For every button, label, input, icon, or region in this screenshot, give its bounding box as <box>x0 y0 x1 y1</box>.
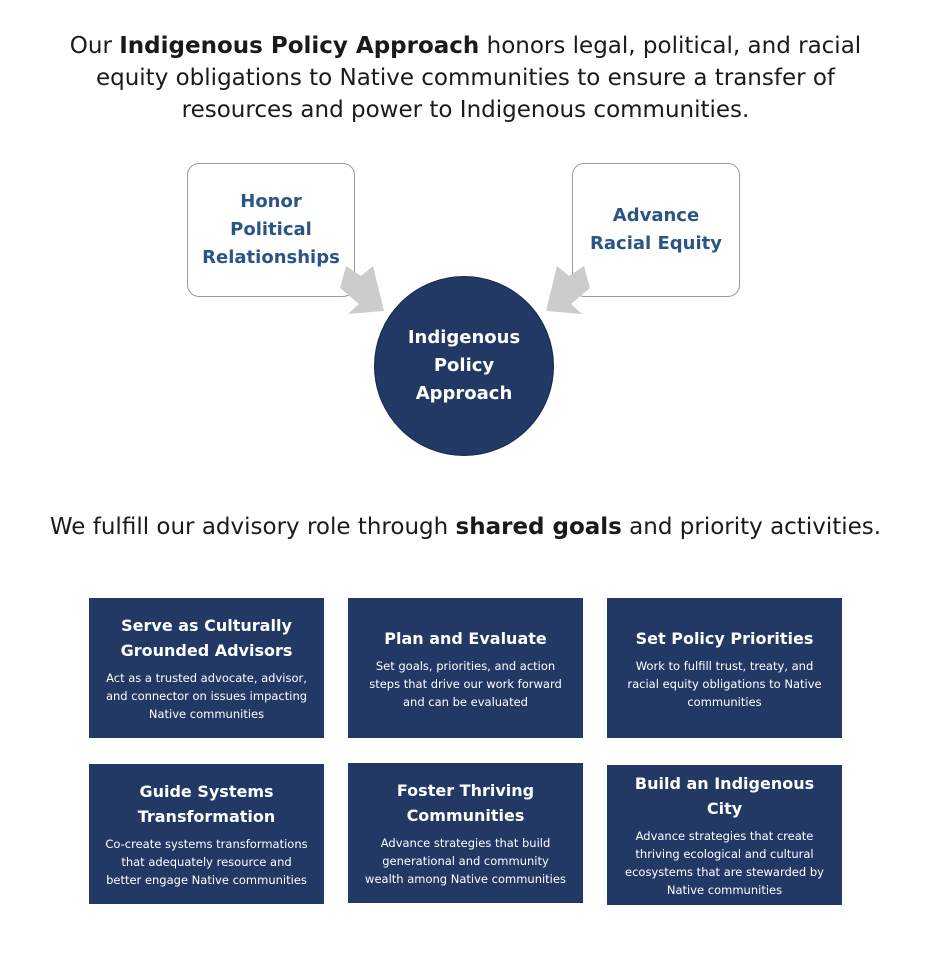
goal-description: Co-create systems transformations that adequately resource and better engage Native communities <box>105 837 308 887</box>
goal-title: Plan and Evaluate <box>384 628 547 648</box>
hub-circle <box>374 276 554 456</box>
arrow-right-to-hub-icon <box>540 266 590 318</box>
goal-title: Serve as Culturally Grounded Advisors <box>120 616 293 660</box>
goal-title: Build an Indigenous City <box>634 774 815 818</box>
intro-prefix: Our <box>69 33 120 59</box>
lead-emphasis: shared goals <box>455 514 622 540</box>
goal-title: Set Policy Priorities <box>635 628 814 648</box>
intro-emphasis: Indigenous Policy Approach <box>119 33 480 59</box>
lead-suffix: and priority activities. <box>621 514 882 540</box>
hub-label: Indigenous Policy Approach <box>407 327 521 404</box>
pillar-advance-racial-equity <box>572 163 740 297</box>
goal-card <box>607 765 842 905</box>
goal-card <box>89 598 324 738</box>
goal-title: Foster Thriving Communities <box>396 781 535 825</box>
intro-statement <box>60 30 871 126</box>
goal-description: Advance strategies that build generational and community wealth among Native communities <box>365 836 566 886</box>
pillar-label: Honor Political Relationships <box>202 191 340 268</box>
goal-card <box>89 764 324 904</box>
pillar-label: Advance Racial Equity <box>590 205 722 254</box>
goal-title: Guide Systems Transformation <box>137 782 276 826</box>
intro-suffix: honors legal, political, and racial equity obligations to Native communities to ensure a transfer of resources and power to Indigenous communities. <box>95 33 862 123</box>
lead-statement <box>30 512 901 542</box>
goal-description: Advance strategies that create thriving ecological and cultural ecosystems that are stewarded by Native communities <box>625 829 824 897</box>
goal-card <box>348 598 583 738</box>
goal-description: Act as a trusted advocate, advisor, and connector on issues impacting Native communities <box>105 671 308 721</box>
arrow-left-to-hub-icon <box>340 266 390 318</box>
goal-card <box>348 763 583 903</box>
pillar-honor-political-relationships <box>187 163 355 297</box>
goal-description: Work to fulfill trust, treaty, and racial equity obligations to Native communities <box>627 658 822 709</box>
goal-card <box>607 598 842 738</box>
lead-prefix: We fulfill our advisory role through <box>49 514 456 540</box>
goal-description: Set goals, priorities, and action steps that drive our work forward and can be evaluated <box>369 658 562 709</box>
